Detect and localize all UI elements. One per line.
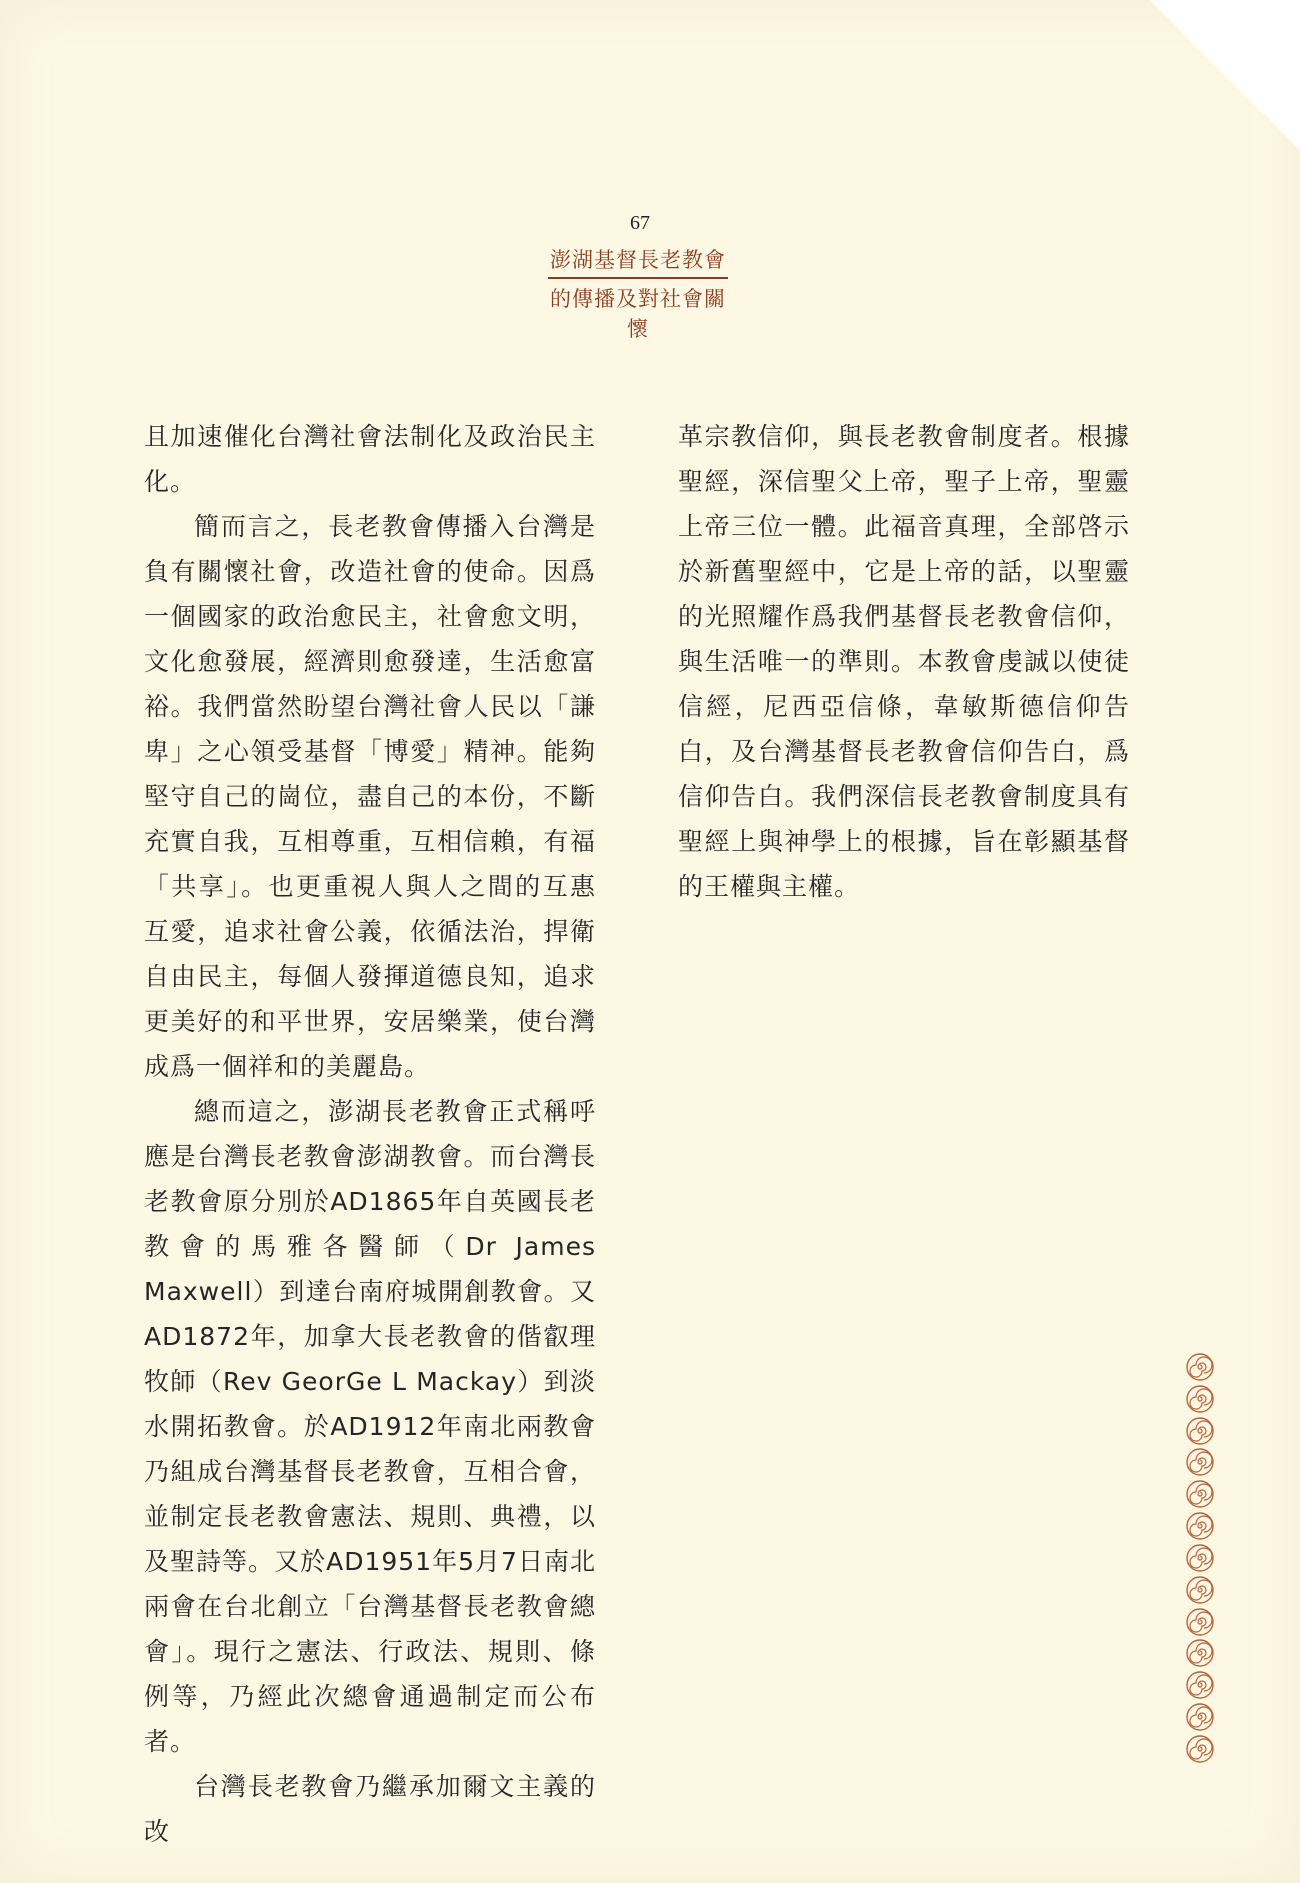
spiral-ornament-icon (1185, 1543, 1215, 1573)
spiral-ornament-icon (1185, 1702, 1215, 1732)
spiral-ornament-icon (1185, 1607, 1215, 1637)
header-title-line1: 澎湖基督長老教會 (548, 244, 728, 279)
spiral-ornament-icon (1185, 1734, 1215, 1764)
running-header (548, 244, 728, 343)
spiral-ornament-icon (1185, 1638, 1215, 1668)
paragraph-history: 總而這之，澎湖長老教會正式稱呼應是台灣長老教會澎湖教會。而台灣長老教會原分別於AD1865年自英國長老教會的馬雅各醫師（Dr James Maxwell）到達台南府城開創教會。又AD1872年，加拿大長老教會的偕叡理牧師（Rev GeorGe L Mackay）到淡水開拓教會。於AD1912年南北兩教會乃組成台灣基督長老教會，互相合會，並制定長老教會憲法、規則、典禮，以及聖詩等。又於AD1951年5月7日南北兩會在台北創立「台灣基督長老教會總會」。現行之憲法、行政法、規則、條例等，乃經此次總會通過制定而公布者。 (144, 1097, 596, 1756)
spiral-ornament-icon (1185, 1416, 1215, 1446)
spiral-ornament-icon (1185, 1384, 1215, 1414)
paragraph-continuation: 且加速催化台灣社會法制化及政治民主化。 (144, 422, 596, 496)
spiral-ornament-icon (1185, 1575, 1215, 1605)
left-text-column (144, 414, 596, 1854)
decorative-spiral-border-icon (1183, 1352, 1217, 1764)
spiral-ornament-icon (1185, 1352, 1215, 1382)
page-corner-fold (1150, 0, 1300, 150)
paragraph-summary: 簡而言之，長老教會傳播入台灣是負有關懷社會，改造社會的使命。因爲一個國家的政治愈民主，社會愈文明，文化愈發展，經濟則愈發達，生活愈富裕。我們當然盼望台灣社會人民以「謙卑」之心領受基督「博愛」精神。能夠堅守自己的崗位，盡自己的本份，不斷充實自我，互相尊重，互相信賴，有福「共享」。也更重視人與人之間的互惠互愛，追求社會公義，依循法治，捍衛自由民主，每個人發揮道德良知，追求更美好的和平世界，安居樂業，使台灣成爲一個祥和的美麗島。 (144, 512, 596, 1081)
spiral-ornament-icon (1185, 1447, 1215, 1477)
paragraph-doctrine-start: 台灣長老教會乃繼承加爾文主義的改 (144, 1772, 596, 1846)
right-text-column (678, 414, 1130, 909)
header-title-line2: 的傳播及對社會關懷 (550, 287, 726, 341)
page-number: 67 (630, 212, 650, 234)
spiral-ornament-icon (1185, 1479, 1215, 1509)
spiral-ornament-icon (1185, 1670, 1215, 1700)
paragraph-doctrine-continued: 革宗教信仰，與長老教會制度者。根據聖經，深信聖父上帝，聖子上帝，聖靈上帝三位一體。此福音真理，全部啓示於新舊聖經中，它是上帝的話，以聖靈的光照耀作爲我們基督長老教會信仰，與生活唯一的準則。本教會虔誠以使徒信經，尼西亞信條，韋敏斯德信仰告白，及台灣基督長老教會信仰告白，爲信仰告白。我們深信長老教會制度具有聖經上與神學上的根據，旨在彰顯基督的王權與主權。 (678, 422, 1130, 901)
spiral-ornament-icon (1185, 1511, 1215, 1541)
